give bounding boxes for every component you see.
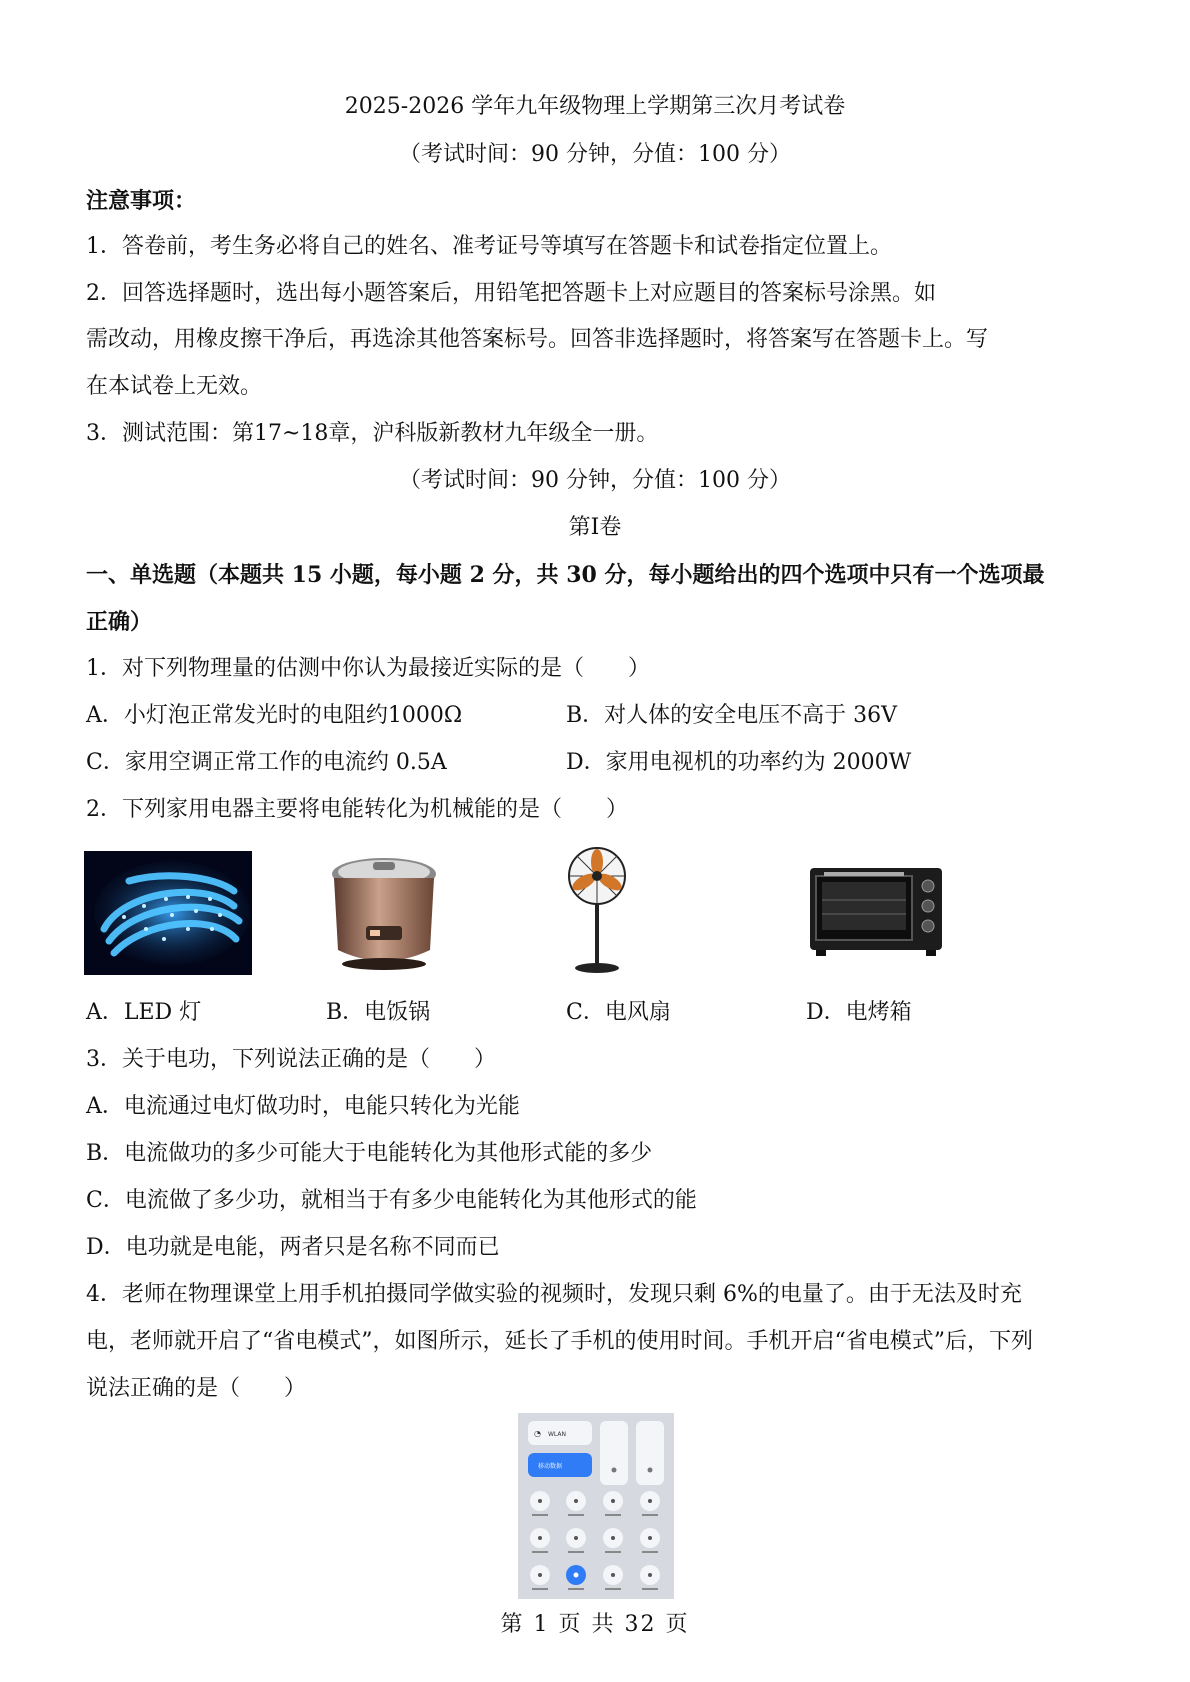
notice-item-3: 3．测试范围：第17~18章，沪科版新教材九年级全一册。 [86,421,659,446]
q4-stem-line2: 电，老师就开启了“省电模式”，如图所示，延长了手机的使用时间。手机开启“省电模式”后，下列 [86,1329,1033,1354]
exam-subtitle-repeat: （考试时间：90 分钟，分值：100 分） [399,468,791,493]
exam-title: 2025-2026 学年九年级物理上学期第三次月考试卷 [344,94,846,119]
notice-item-1: 1．答卷前，考生务必将自己的姓名、准考证号等填写在答题卡和试卷指定位置上。 [86,234,892,259]
q1-option-b: B．对人体的安全电压不高于 36V [566,703,898,728]
q2-stem: 2．下列家用电器主要将电能转化为机械能的是（ ） [86,797,628,822]
notice-item-2-line3: 在本试卷上无效。 [86,374,263,399]
section-heading-line1: 一、单选题（本题共 15 小题，每小题 2 分，共 30 分，每小题给出的四个选项中只有一个选项最 [86,562,1045,588]
q1-stem: 1．对下列物理量的估测中你认为最接近实际的是（ ） [86,656,650,681]
electric-fan-image [560,846,634,978]
q2-option-b: B．电饭锅 [326,1000,431,1025]
volume-label: 第Ⅰ卷 [568,515,622,540]
q1-option-c: C．家用空调正常工作的电流约 0.5A [86,750,447,775]
page-footer: 第 1 页 共 32 页 [500,1612,690,1637]
q3-stem: 3．关于电功，下列说法正确的是（ ） [86,1047,496,1072]
q1-option-a: A．小灯泡正常发光时的电阻约1000Ω [86,703,463,728]
mobile-data-label: 移动数据 [538,1463,563,1470]
q2-option-a: A．LED 灯 [86,1000,202,1025]
exam-subtitle: （考试时间：90 分钟，分值：100 分） [399,142,791,167]
q2-option-c: C．电风扇 [566,1000,671,1025]
q2-option-d: D．电烤箱 [806,1000,912,1025]
q4-stem-line1: 4．老师在物理课堂上用手机拍摄同学做实验的视频时，发现只剩 6%的电量了。由于无法及时充 [86,1282,1022,1307]
electric-oven-image [808,864,944,958]
q1-option-d: D．家用电视机的功率约为 2000W [566,750,912,775]
notice-item-2-line2: 需改动，用橡皮擦干净后，再选涂其他答案标号。回答非选择题时，将答案写在答题卡上。写 [86,327,989,352]
notice-heading: 注意事项： [86,188,197,214]
q4-stem-line3: 说法正确的是（ ） [86,1376,307,1401]
wlan-label: WLAN [548,1431,567,1438]
q3-option-b: B．电流做功的多少可能大于电能转化为其他形式能的多少 [86,1141,653,1166]
notice-item-2-line1: 2．回答选择题时，选出每小题答案后，用铅笔把答题卡上对应题目的答案标号涂黑。如 [86,281,936,306]
phone-control-panel-image [518,1413,674,1599]
q3-option-a: A．电流通过电灯做功时，电能只转化为光能 [86,1094,520,1119]
wifi-icon: ◔ [534,1429,541,1438]
section-heading-line2: 正确） [86,609,153,635]
q3-option-c: C．电流做了多少功，就相当于有多少电能转化为其他形式的能 [86,1188,697,1213]
q3-option-d: D．电功就是电能，两者只是名称不同而已 [86,1235,500,1260]
led-strip-image [84,851,252,975]
rice-cooker-image [326,852,442,974]
